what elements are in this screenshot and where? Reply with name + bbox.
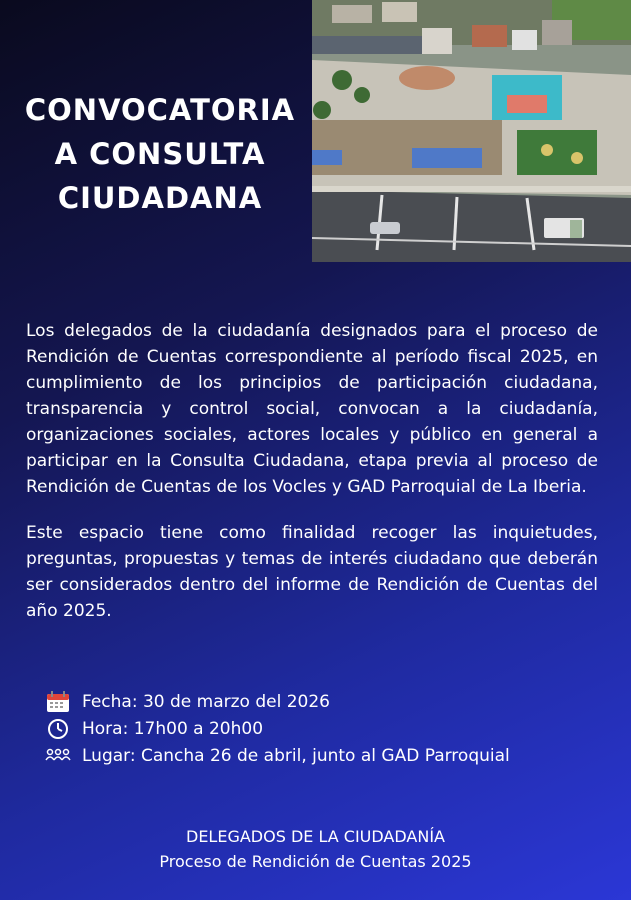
paragraph: Este espacio tiene como finalidad recoger las inquietudes, preguntas, propuestas y temas de interés ciudadano que deberán ser considerados dentro del informe de Rendición de Cuentas del año 2025. [26, 523, 598, 621]
detail-date-text: Fecha: 30 de marzo del 2026 [82, 691, 331, 712]
title-line: CONVOCATORIA [24, 93, 296, 127]
paragraph: Los delegados de la ciudadanía designados para el proceso de Rendición de Cuentas correspondiente al período fiscal 2025, en cumplimiento de los principios de participación ciudadana, transparencia y control social, convocan a la ciudadanía, organizaciones sociales, actores locales y público en general a participar en la Consulta Ciudadana, etapa previa al proceso de Rendición de Cuentas de los Vocles y GAD Parroquial de La Iberia. [26, 321, 598, 497]
title-line: CIUDADANA [57, 181, 263, 215]
aerial-plaza-photo [312, 0, 631, 262]
detail-place [44, 742, 604, 769]
detail-time [44, 715, 604, 742]
footer-line1: DELEGADOS DE LA CIUDADANÍA [186, 827, 445, 846]
detail-date [44, 688, 604, 715]
clock-icon [44, 718, 72, 740]
event-details [44, 688, 604, 769]
footer-line2: Proceso de Rendición de Cuentas 2025 [159, 852, 472, 871]
people-icon [44, 745, 72, 767]
detail-place-text: Lugar: Cancha 26 de abril, junto al GAD Parroquial [82, 745, 510, 766]
detail-time-text: Hora: 17h00 a 20h00 [82, 718, 264, 739]
body-text [26, 318, 598, 644]
title-line: A CONSULTA [54, 137, 266, 171]
calendar-icon [44, 691, 72, 713]
footer [0, 824, 631, 874]
page-title [0, 88, 320, 220]
